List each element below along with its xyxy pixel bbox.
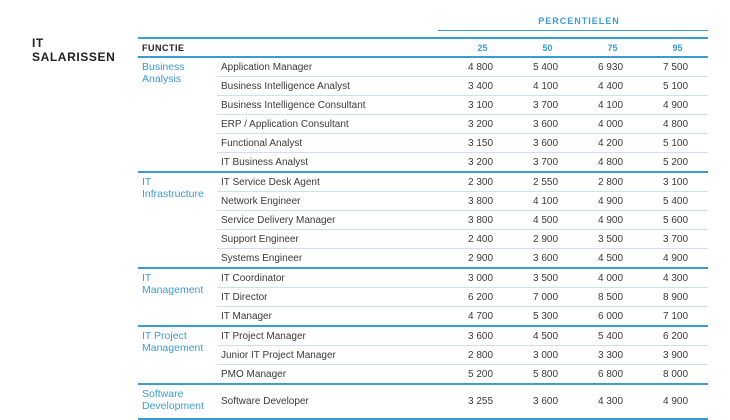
header-p75: 75 bbox=[578, 38, 643, 57]
p25-cell: 5 200 bbox=[448, 365, 513, 385]
table-row bbox=[138, 384, 708, 419]
p50-cell: 3 600 bbox=[513, 134, 578, 153]
p50-cell: 3 000 bbox=[513, 346, 578, 365]
p25-cell: 3 400 bbox=[448, 77, 513, 96]
table-body bbox=[138, 57, 708, 419]
table-row bbox=[138, 346, 708, 365]
header-function: FUNCTIE bbox=[138, 38, 448, 57]
p50-cell: 5 300 bbox=[513, 307, 578, 327]
function-cell: IT Manager bbox=[217, 307, 448, 327]
p25-cell: 3 800 bbox=[448, 192, 513, 211]
category-label: IT Project Management bbox=[138, 326, 217, 384]
salary-table bbox=[138, 37, 708, 420]
category-label: IT Management bbox=[138, 268, 217, 326]
p50-cell: 5 400 bbox=[513, 57, 578, 77]
p75-cell: 4 300 bbox=[578, 384, 643, 419]
p75-cell: 4 100 bbox=[578, 96, 643, 115]
table-row bbox=[138, 115, 708, 134]
p75-cell: 5 400 bbox=[578, 326, 643, 346]
p50-cell: 2 900 bbox=[513, 230, 578, 249]
p25-cell: 2 400 bbox=[448, 230, 513, 249]
p25-cell: 2 900 bbox=[448, 249, 513, 269]
p50-cell: 4 500 bbox=[513, 326, 578, 346]
p75-cell: 4 000 bbox=[578, 115, 643, 134]
p75-cell: 3 500 bbox=[578, 230, 643, 249]
p50-cell: 2 550 bbox=[513, 172, 578, 192]
p25-cell: 3 000 bbox=[448, 268, 513, 288]
p25-cell: 3 255 bbox=[448, 384, 513, 419]
category-label: IT Infrastructure bbox=[138, 172, 217, 268]
p95-cell: 4 900 bbox=[643, 96, 708, 115]
table-row bbox=[138, 134, 708, 153]
p75-cell: 6 000 bbox=[578, 307, 643, 327]
p95-cell: 4 900 bbox=[643, 249, 708, 269]
function-cell: Business Intelligence Analyst bbox=[217, 77, 448, 96]
p95-cell: 5 200 bbox=[643, 153, 708, 173]
table-row bbox=[138, 326, 708, 346]
function-cell: PMO Manager bbox=[217, 365, 448, 385]
p95-cell: 8 900 bbox=[643, 288, 708, 307]
p50-cell: 3 600 bbox=[513, 115, 578, 134]
function-cell: Network Engineer bbox=[217, 192, 448, 211]
header-row bbox=[138, 38, 708, 57]
p95-cell: 7 500 bbox=[643, 57, 708, 77]
table-row bbox=[138, 172, 708, 192]
function-cell: ERP / Application Consultant bbox=[217, 115, 448, 134]
p75-cell: 6 930 bbox=[578, 57, 643, 77]
header-p50: 50 bbox=[513, 38, 578, 57]
p25-cell: 2 800 bbox=[448, 346, 513, 365]
p25-cell: 2 300 bbox=[448, 172, 513, 192]
p25-cell: 4 800 bbox=[448, 57, 513, 77]
p75-cell: 2 800 bbox=[578, 172, 643, 192]
p75-cell: 4 200 bbox=[578, 134, 643, 153]
percentiles-label: PERCENTIELEN bbox=[538, 16, 620, 26]
function-cell: IT Project Manager bbox=[217, 326, 448, 346]
function-cell: Application Manager bbox=[217, 57, 448, 77]
p25-cell: 3 200 bbox=[448, 153, 513, 173]
function-cell: Systems Engineer bbox=[217, 249, 448, 269]
p95-cell: 5 100 bbox=[643, 77, 708, 96]
p75-cell: 4 000 bbox=[578, 268, 643, 288]
function-cell: Support Engineer bbox=[217, 230, 448, 249]
p95-cell: 3 900 bbox=[643, 346, 708, 365]
p95-cell: 7 100 bbox=[643, 307, 708, 327]
category-label: Business Analysis bbox=[138, 57, 217, 172]
category-label: Software Development bbox=[138, 384, 217, 419]
p50-cell: 3 600 bbox=[513, 384, 578, 419]
p50-cell: 3 500 bbox=[513, 268, 578, 288]
table-row bbox=[138, 211, 708, 230]
table-row bbox=[138, 153, 708, 173]
p95-cell: 5 400 bbox=[643, 192, 708, 211]
function-cell: IT Business Analyst bbox=[217, 153, 448, 173]
table-row bbox=[138, 96, 708, 115]
table-row bbox=[138, 57, 708, 77]
function-cell: Business Intelligence Consultant bbox=[217, 96, 448, 115]
table-row bbox=[138, 288, 708, 307]
function-cell: Service Delivery Manager bbox=[217, 211, 448, 230]
p50-cell: 4 500 bbox=[513, 211, 578, 230]
header-p25: 25 bbox=[448, 38, 513, 57]
p50-cell: 4 100 bbox=[513, 192, 578, 211]
p25-cell: 3 200 bbox=[448, 115, 513, 134]
section-title-line-1: IT bbox=[32, 36, 44, 50]
function-cell: IT Service Desk Agent bbox=[217, 172, 448, 192]
p95-cell: 4 800 bbox=[643, 115, 708, 134]
p75-cell: 4 400 bbox=[578, 77, 643, 96]
table-row bbox=[138, 249, 708, 269]
section-title bbox=[32, 36, 115, 64]
p75-cell: 8 500 bbox=[578, 288, 643, 307]
p95-cell: 8 000 bbox=[643, 365, 708, 385]
header-p95: 95 bbox=[643, 38, 708, 57]
p25-cell: 3 800 bbox=[448, 211, 513, 230]
p75-cell: 4 500 bbox=[578, 249, 643, 269]
p95-cell: 5 100 bbox=[643, 134, 708, 153]
p50-cell: 4 100 bbox=[513, 77, 578, 96]
p25-cell: 3 600 bbox=[448, 326, 513, 346]
function-cell: IT Director bbox=[217, 288, 448, 307]
p75-cell: 4 900 bbox=[578, 211, 643, 230]
p25-cell: 3 150 bbox=[448, 134, 513, 153]
p95-cell: 6 200 bbox=[643, 326, 708, 346]
p50-cell: 3 600 bbox=[513, 249, 578, 269]
table-row bbox=[138, 230, 708, 249]
table-row bbox=[138, 268, 708, 288]
p95-cell: 4 900 bbox=[643, 384, 708, 419]
p25-cell: 4 700 bbox=[448, 307, 513, 327]
p50-cell: 3 700 bbox=[513, 153, 578, 173]
p75-cell: 3 300 bbox=[578, 346, 643, 365]
p95-cell: 5 600 bbox=[643, 211, 708, 230]
table-row bbox=[138, 307, 708, 327]
p95-cell: 3 100 bbox=[643, 172, 708, 192]
p95-cell: 3 700 bbox=[643, 230, 708, 249]
section-title-line-2: SALARISSEN bbox=[32, 50, 116, 64]
function-cell: Junior IT Project Manager bbox=[217, 346, 448, 365]
function-cell: IT Coordinator bbox=[217, 268, 448, 288]
function-cell: Software Developer bbox=[217, 384, 448, 419]
p50-cell: 3 700 bbox=[513, 96, 578, 115]
p75-cell: 4 900 bbox=[578, 192, 643, 211]
p50-cell: 7 000 bbox=[513, 288, 578, 307]
p95-cell: 4 300 bbox=[643, 268, 708, 288]
p50-cell: 5 800 bbox=[513, 365, 578, 385]
table-row bbox=[138, 192, 708, 211]
function-cell: Functional Analyst bbox=[217, 134, 448, 153]
percentiles-divider bbox=[438, 30, 708, 31]
table-row bbox=[138, 365, 708, 385]
p75-cell: 4 800 bbox=[578, 153, 643, 173]
p25-cell: 3 100 bbox=[448, 96, 513, 115]
table-row bbox=[138, 77, 708, 96]
p25-cell: 6 200 bbox=[448, 288, 513, 307]
p75-cell: 6 800 bbox=[578, 365, 643, 385]
